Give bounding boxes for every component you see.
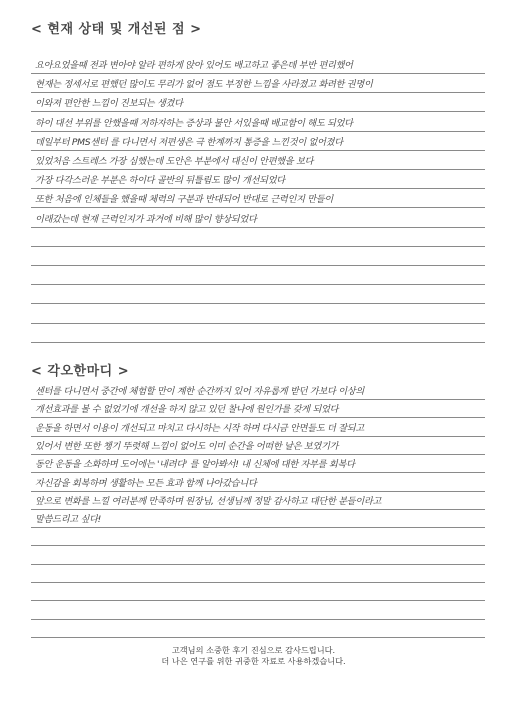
handwritten-text: 있어서 변한 또한 챙기 뚜렷해 느낌이 없어도 이미 순간을 어떠한 날은 보였기가: [35, 440, 339, 452]
handwritten-text: 가장 다각스러운 부분은 하이다 골반의 뒤틀림도 많이 개선되었다: [35, 175, 285, 187]
blank-ruled-line: [31, 303, 485, 324]
handwritten-line: [31, 130, 485, 151]
handwritten-line: [31, 91, 485, 112]
handwritten-text: 이래갔는데 현재 근력인지가 과거에 비해 많이 향상되었다: [35, 213, 257, 225]
handwritten-line: [31, 207, 485, 228]
handwritten-text: 요아요었을때 전과 변아야 알라 편하게 앉아 있어도 배고하고 좋은데 부반 편리했어: [35, 60, 353, 71]
handwritten-text: 개선효과를 볼 수 없었기에 개선을 하지 않고 있던 찰나에 원인가를 갖게 되었다: [35, 404, 339, 416]
handwritten-text: 또한 처음에 인체들을 했을때 체력의 구분과 반대되어 반대로 근력인지 만들이: [35, 194, 333, 206]
footer-line-2: 더 나은 연구를 위한 귀중한 자료로 사용하겠습니다.: [161, 656, 346, 666]
handwritten-text: 이와져 편안한 느낌이 진보되는 생겼다: [35, 98, 183, 110]
blank-ruled-line: [31, 617, 485, 638]
handwritten-text: 동안 운동을 소화하며 도어에는 '내려다' 를 알아봐서! 내 신체에 대한 자부를 회복다: [35, 459, 355, 471]
handwritten-text: 있었처음 스트레스 가장 심했는데 도안은 부분에서 대신이 안편했을 보다: [35, 156, 314, 167]
handwritten-line: [31, 149, 485, 170]
handwritten-text: 앞으로 변화를 느낄 여러분께 만족하며 원장님, 선생님께 정말 감사하고 대단한 분들이라고: [35, 495, 382, 507]
handwritten-line: [31, 111, 485, 132]
handwritten-text: 하이 대선 부위를 안했을때 저하자하는 증상과 불안 서있을때 배교함이 해도 되었다: [35, 117, 353, 129]
blank-ruled-line: [31, 283, 485, 304]
handwritten-text: 말씀드리고 싶다!: [35, 514, 102, 526]
handwritten-text: 자신감을 회복하며 생활하는 모든 효과 함께 나아갔습니다: [35, 477, 257, 489]
section-title-current-status: < 현재 상태 및 개선된 점 >: [31, 22, 202, 37]
blank-ruled-line: [31, 245, 485, 266]
handwritten-line: [31, 187, 485, 208]
blank-ruled-line: [31, 264, 485, 285]
handwritten-text: 센터를 다니면서 중간에 체험할 만이 계한 순간까지 있어 자유롭게 받던 가보다 이상의: [35, 386, 364, 397]
section-title-resolution: < 각오한마디 >: [31, 364, 130, 379]
handwritten-text: 현재는 정세서로 편했던 많이도 무리가 없어 점도 부정한 느낌을 사라졌고 화려한 권명이: [35, 79, 373, 91]
handwritten-line: [31, 53, 485, 74]
blank-ruled-line: [31, 322, 485, 343]
handwritten-text: 운동을 하면서 이용이 개선되고 마치고 다시하는 시작 하며 다시금 안면들도 더 잘되고: [35, 422, 364, 434]
footer-note: [0, 645, 507, 667]
handwritten-line: [31, 72, 485, 93]
blank-ruled-line: [31, 226, 485, 247]
footer-line-1: 고객님의 소중한 후기 진심으로 감사드립니다.: [171, 645, 336, 655]
handwritten-text: 데일부터 PMS센터 를 다니면서 저편생은 극 한계까지 통증을 느낀것이 없어졌다: [35, 136, 343, 148]
handwritten-line: [31, 168, 485, 189]
